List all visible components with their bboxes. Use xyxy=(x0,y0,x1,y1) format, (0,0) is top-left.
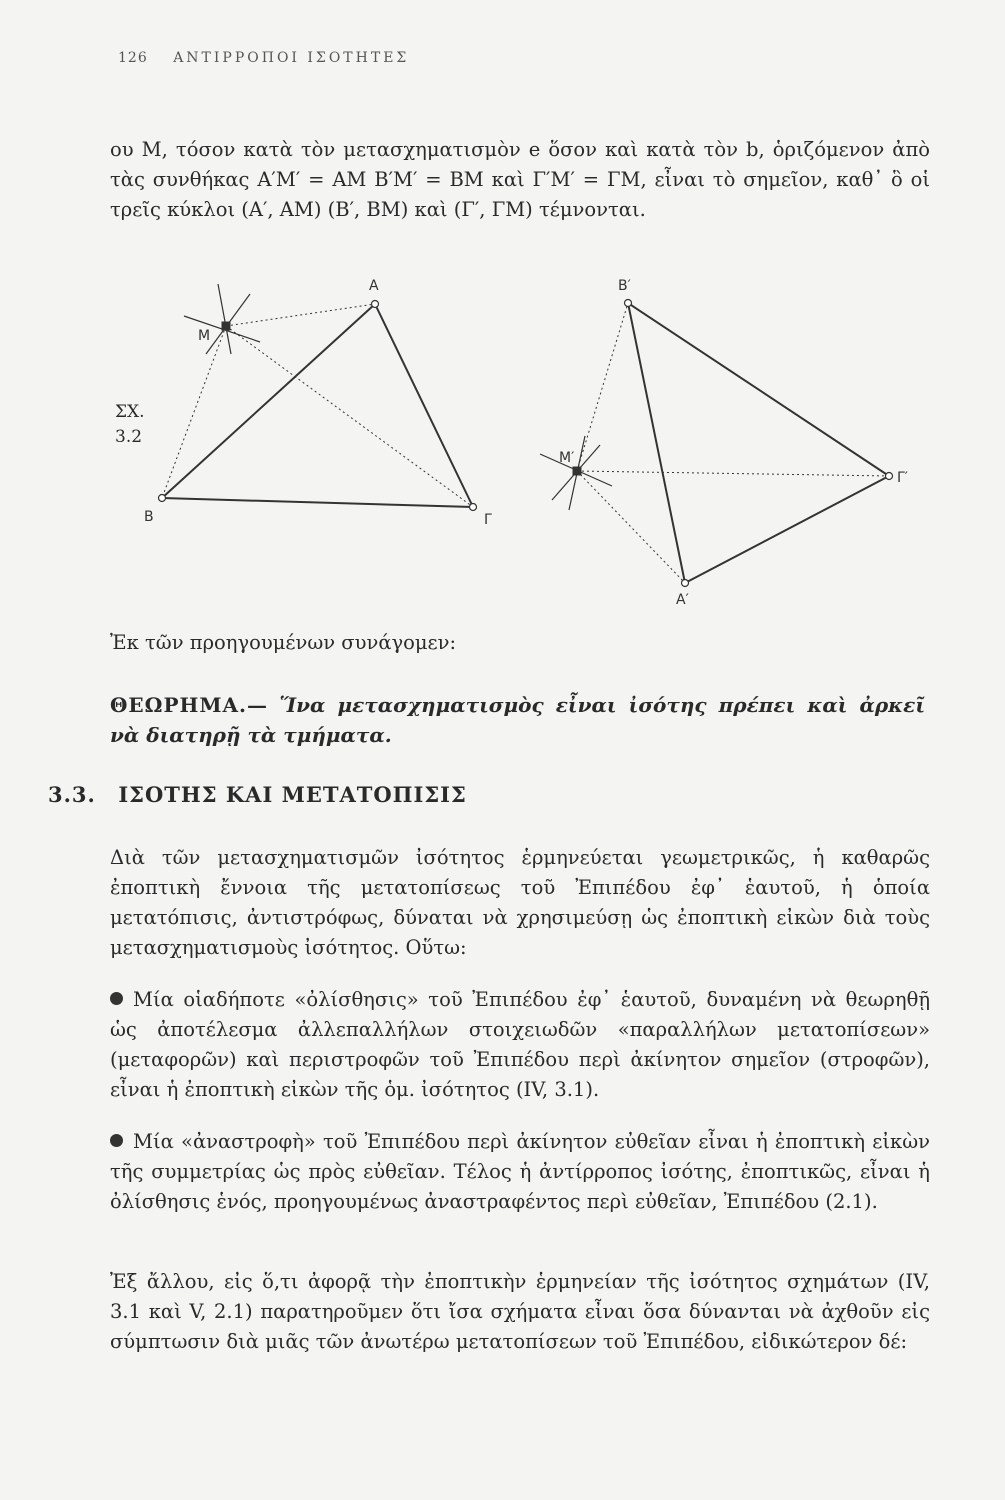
label-m: Μ xyxy=(198,328,211,344)
label-g-prime: Γ′ xyxy=(897,470,908,486)
bullet-icon xyxy=(110,992,123,1005)
left-side-ga xyxy=(375,304,473,507)
left-dotted-ma xyxy=(226,304,375,326)
right-point-a xyxy=(682,580,689,587)
theorem-text: Ἵνα μετασχηματισμὸς εἶναι ἰσότης πρέπει καὶ ἀρκεῖ νὰ διατηρῇ τὰ τμήματα. xyxy=(110,693,926,747)
label-m-prime: Μ′ xyxy=(559,450,575,466)
label-a-prime: Α′ xyxy=(676,592,689,608)
left-dotted-mg xyxy=(226,326,473,507)
conclusion-intro: Ἐκ τῶν προηγουμένων συνάγομεν: xyxy=(110,631,457,654)
right-side-ag xyxy=(685,476,889,583)
left-point-m xyxy=(222,322,230,330)
right-point-g xyxy=(886,473,893,480)
figure-3-2 xyxy=(100,270,940,610)
right-side-gb xyxy=(628,303,889,476)
label-a: Α xyxy=(369,278,379,294)
paragraph-1: Διὰ τῶν μετασχηματισμῶν ἰσότητος ἑρμηνεύεται γεωμετρικῶς, ἡ καθαρῶς ἐποπτικὴ ἔννοια τῆς μετατοπίσεως τοῦ Ἐπιπέδου ἐφ᾽ ἑαυτοῦ, ἡ ὁποία μετατόπισις, ἀντιστρόφως, δύναται νὰ χρησιμεύσῃ ὡς ἐποπτικὴ εἰκὼν διὰ τοὺς μετασχηματισμοὺς ἰσότητος. Οὕτω: xyxy=(110,846,930,959)
left-point-g xyxy=(470,504,477,511)
bullet-icon xyxy=(110,1134,123,1147)
figure-label-line2: 3.2 xyxy=(115,427,143,447)
bullet-1-text: Μία οἱαδήποτε «ὀλίσθησις» τοῦ Ἐπιπέδου ἐφ᾽ ἑαυτοῦ, δυναμένη νὰ θεωρηθῇ ὡς ἀποτέλεσμα ἀλλεπαλλήλων στοιχειωδῶν «παραλλήλων μετατοπίσεων» (μεταφορῶν) καὶ περιστροφῶν τοῦ Ἐπιπέδου περὶ ἀκίνητον σημεῖον (στροφῶν), εἶναι ἡ ἐποπτικὴ εἰκὼν τῆς ὁμ. ἰσότητος (IV, 3.1). xyxy=(110,988,930,1101)
right-point-b xyxy=(625,300,632,307)
right-dotted-mg xyxy=(577,471,889,476)
label-g: Γ xyxy=(484,512,492,528)
bullet-item-2 xyxy=(110,1127,930,1217)
section-heading xyxy=(48,782,467,807)
left-dotted-mb xyxy=(162,326,226,498)
theorem xyxy=(110,690,925,750)
left-side-bg xyxy=(162,498,473,507)
page-number: 126 xyxy=(118,50,148,66)
figure-label xyxy=(115,400,145,450)
right-dotted-ma xyxy=(577,471,685,583)
bullet-item-1 xyxy=(110,985,930,1105)
label-b: Β xyxy=(144,509,154,525)
right-dotted-mb xyxy=(577,303,628,471)
left-side-ab xyxy=(162,304,375,498)
right-triangle xyxy=(540,300,893,587)
paragraph-2: Ἐξ ἄλλου, εἰς ὅ,τι ἀφορᾷ τὴν ἐποπτικὴν ἑρμηνείαν τῆς ἰσότητος σχημάτων (IV, 3.1 καὶ V, 2.1) παρατηροῦμεν ὅτι ἴσα σχήματα εἶναι ὅσα δύνανται νὰ ἀχθοῦν εἰς σύμπτωσιν διὰ μιᾶς τῶν ἀνωτέρω μετατοπίσεων τοῦ Ἐπιπέδου, εἰδικώτερον δέ: xyxy=(110,1270,930,1353)
label-b-prime: Β′ xyxy=(618,278,631,294)
page-header xyxy=(118,50,409,66)
section-number: 3.3. xyxy=(48,782,96,807)
section-title: ΙΣΟΤΗΣ ΚΑΙ ΜΕΤΑΤΟΠΙΣΙΣ xyxy=(118,782,467,807)
theorem-label: ΘΕΩΡΗΜΑ.— xyxy=(110,693,269,717)
left-triangle xyxy=(159,284,477,511)
right-side-ba xyxy=(628,303,685,583)
left-point-a xyxy=(372,301,379,308)
right-point-m xyxy=(573,467,581,475)
figure-label-line1: ΣΧ. xyxy=(115,402,145,422)
bullet-2-text: Μία «ἀναστροφὴ» τοῦ Ἐπιπέδου περὶ ἀκίνητον εὐθεῖαν εἶναι ἡ ἐποπτικὴ εἰκὼν τῆς συμμετρίας ὡς πρὸς εὐθεῖαν. Τέλος ἡ ἀντίρροπος ἰσότης, ἐποπτικῶς, εἶναι ἡ ὀλίσθησις ἑνός, προηγουμένως ἀναστραφέντος περὶ εὐθεῖαν, Ἐπιπέδου (2.1). xyxy=(110,1130,930,1213)
intro-paragraph: ου Μ, τόσον κατὰ τὸν μετασχηματισμὸν e ὅσον καὶ κατὰ τὸν b, ὁριζόμενον ἀπὸ τὰς συνθήκας Α′Μ′ = ΑΜ Β′Μ′ = ΒΜ καὶ Γ′Μ′ = ΓΜ, εἶναι τὸ σημεῖον, καθ᾽ ὃ οἱ τρεῖς κύκλοι (Α′, ΑΜ) (Β′, ΒΜ) καὶ (Γ′, ΓΜ) τέμνονται. xyxy=(110,138,930,221)
left-arc-1 xyxy=(218,284,231,354)
left-point-b xyxy=(159,495,166,502)
running-title: ΑΝΤΙΡΡΟΠΟΙ ΙΣΟΤΗΤΕΣ xyxy=(173,50,410,66)
